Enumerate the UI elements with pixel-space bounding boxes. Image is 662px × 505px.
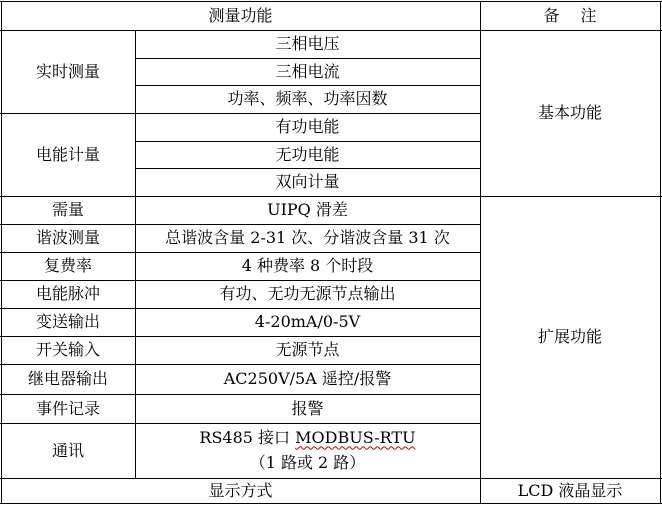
header-notes-column: 备 注: [543, 5, 597, 25]
note-extended-functions: 扩展功能: [537, 327, 602, 347]
energy-item: 无功电能: [275, 144, 340, 164]
realtime-item: 三相电压: [275, 34, 340, 54]
communication-interface: RS485 接口: [199, 427, 296, 447]
communication-protocol: MODBUS-RTU: [295, 427, 416, 447]
energy-item: 有功电能: [275, 117, 340, 137]
communication-interface-line: [199, 426, 415, 451]
row-label: 需量: [51, 200, 84, 220]
row-value: 4 种费率 8 个时段: [241, 256, 374, 276]
row-label: 变送输出: [35, 312, 100, 332]
note-basic-functions: 基本功能: [537, 103, 602, 123]
row-value: AC250V/5A 遥控/报警: [223, 369, 392, 389]
header-function-column: 测量功能: [208, 5, 273, 25]
display-mode-label: 显示方式: [208, 480, 273, 500]
row-label: 事件记录: [35, 398, 100, 418]
energy-item: 双向计量: [275, 172, 340, 192]
row-label: 复费率: [43, 256, 92, 276]
row-value: UIPQ 滑差: [267, 200, 348, 220]
display-mode-value: LCD 液晶显示: [517, 480, 623, 500]
row-label: 开关输入: [35, 340, 100, 360]
realtime-item: 三相电流: [275, 61, 340, 81]
communication-value: [135, 423, 480, 478]
row-label-communication: 通讯: [51, 440, 84, 460]
row-label: 继电器输出: [27, 369, 108, 389]
group-label-realtime: 实时测量: [35, 61, 100, 81]
row-label: 电能脉冲: [35, 284, 100, 304]
communication-channels: （1 路或 2 路）: [249, 452, 366, 472]
row-value: 4-20mA/0-5V: [254, 312, 361, 332]
group-label-energy: 电能计量: [35, 144, 100, 164]
realtime-item: 功率、频率、功率因数: [227, 89, 388, 109]
row-value: 无源节点: [275, 340, 340, 360]
rule: [660, 1, 661, 504]
row-value: 报警: [291, 398, 324, 418]
row-value: 总谐波含量 2-31 次、分谐波含量 31 次: [165, 228, 450, 248]
row-label: 谐波测量: [35, 228, 100, 248]
row-value: 有功、无功无源节点输出: [219, 284, 396, 304]
